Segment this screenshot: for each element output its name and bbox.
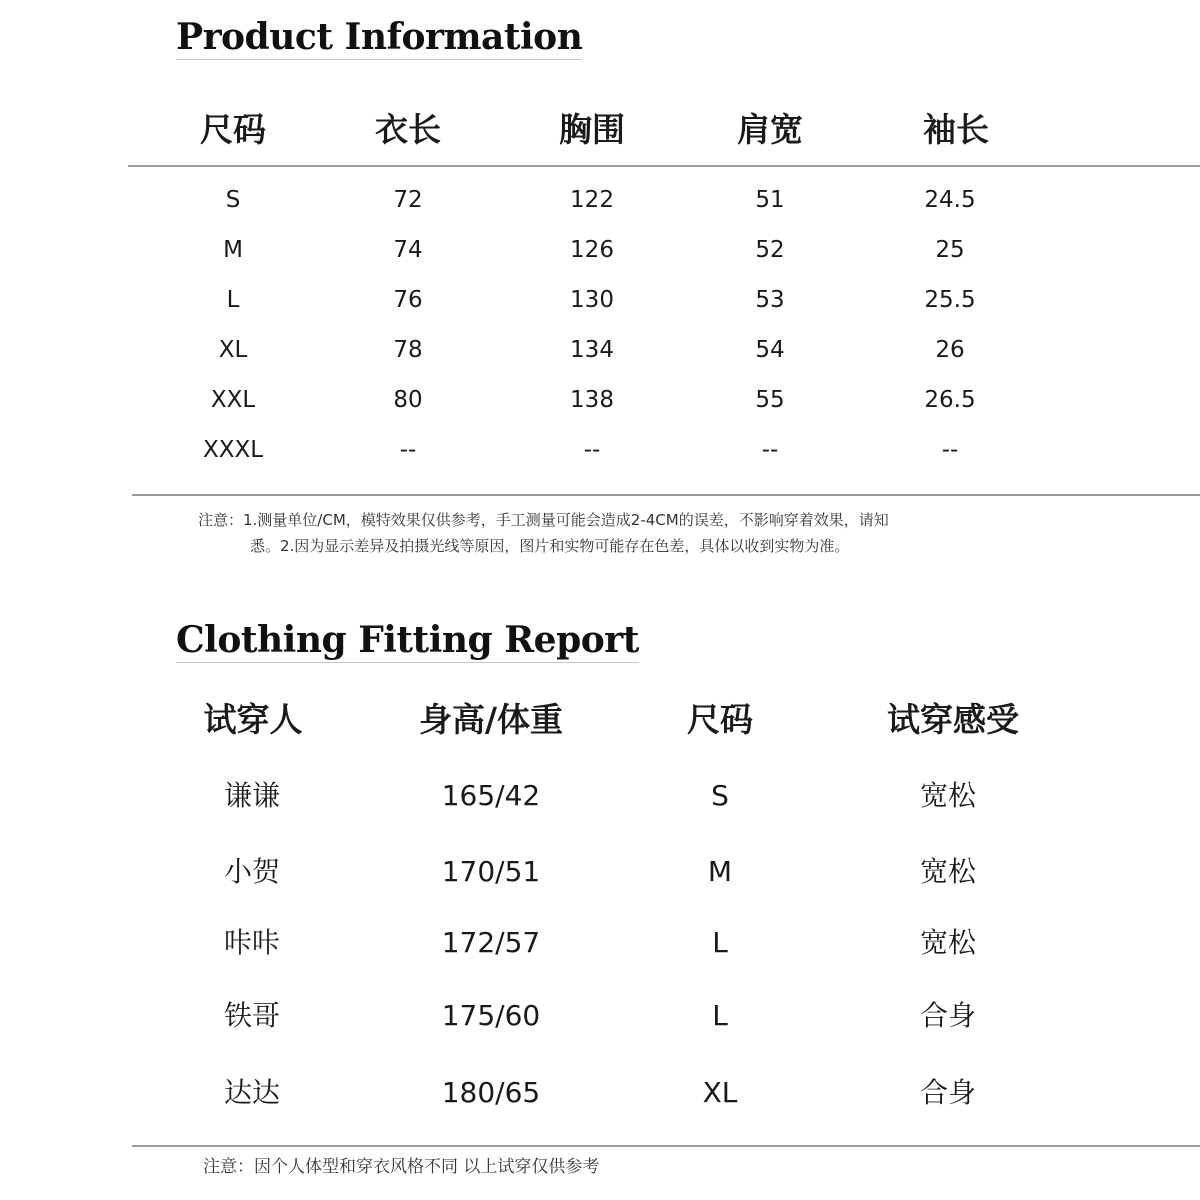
size-table-cell: 76: [393, 287, 423, 313]
size-table-cell: XL: [218, 337, 248, 363]
size-table-bottom-divider: [132, 494, 1200, 496]
size-table-cell: XXXL: [202, 437, 264, 463]
fitting-table-cell: 172/57: [441, 926, 541, 959]
fitting-table-cell: 合身: [919, 1076, 977, 1109]
fitting-table-bottom-divider: [132, 1145, 1200, 1147]
fitting-table-cell: 宽松: [919, 779, 977, 812]
size-table-cell: 55: [755, 387, 785, 413]
fitting-note: 注意：因个人体型和穿衣风格不同 以上试穿仅供参考: [203, 1157, 600, 1177]
fitting-table-cell: 宽松: [919, 926, 977, 959]
fitting-table-cell: S: [711, 779, 729, 812]
size-table-header: 袖长: [923, 110, 989, 149]
size-table-cell: 24.5: [924, 187, 976, 213]
fitting-report-title: Clothing Fitting Report: [176, 619, 639, 661]
fitting-table-cell: 宽松: [919, 855, 977, 888]
fitting-table-cell: M: [707, 855, 733, 888]
fitting-table-cell: 180/65: [441, 1076, 541, 1109]
size-note-line-1: 注意：1.测量单位/CM，模特效果仅供参考，手工测量可能会造成2-4CM的误差，不影响穿着效果，请知: [198, 511, 889, 529]
size-table-cell: S: [225, 187, 241, 213]
fitting-table-cell: 165/42: [441, 779, 541, 812]
size-table-cell: 25.5: [924, 287, 976, 313]
size-table-cell: 130: [570, 287, 614, 313]
size-table-cell: --: [761, 437, 779, 463]
size-table-cell: 26.5: [924, 387, 976, 413]
size-note-line-2: 悉。2.因为显示差异及拍摄光线等原因，图片和实物可能存在色差，具体以收到实物为准。: [250, 537, 850, 555]
product-information-title: Product Information: [176, 16, 583, 58]
fitting-table-cell: 咔咔: [223, 926, 281, 959]
size-table-cell: 74: [393, 237, 423, 263]
size-table-cell: 72: [393, 187, 423, 213]
size-table-cell: XXL: [210, 387, 256, 413]
size-table-cell: 52: [755, 237, 785, 263]
fitting-table-cell: 谦谦: [223, 779, 281, 812]
size-table-header: 胸围: [559, 110, 625, 149]
size-table-cell: 78: [393, 337, 423, 363]
fitting-table-header: 试穿人: [203, 700, 303, 739]
fitting-table-cell: XL: [702, 1076, 738, 1109]
fitting-table-cell: 铁哥: [223, 999, 281, 1032]
size-table-cell: 51: [755, 187, 785, 213]
size-table-header: 衣长: [375, 110, 441, 149]
fitting-table-cell: 达达: [223, 1076, 281, 1109]
size-table-header: 尺码: [200, 110, 266, 149]
size-table-cell: 122: [570, 187, 614, 213]
size-table-cell: L: [226, 287, 240, 313]
fitting-table-header: 身高/体重: [418, 700, 564, 739]
size-table-header-divider: [128, 165, 1200, 167]
fitting-table-cell: 175/60: [441, 999, 541, 1032]
fitting-table-cell: L: [712, 926, 728, 959]
size-table-cell: 134: [570, 337, 614, 363]
size-table-cell: 126: [570, 237, 614, 263]
size-table-cell: M: [223, 237, 243, 263]
size-table-cell: --: [583, 437, 601, 463]
size-table-cell: --: [941, 437, 959, 463]
size-table-cell: 53: [755, 287, 785, 313]
fitting-table-cell: 小贺: [223, 855, 281, 888]
size-table-cell: --: [399, 437, 417, 463]
size-table-cell: 54: [755, 337, 785, 363]
fitting-table-cell: L: [712, 999, 728, 1032]
fitting-table-header: 试穿感受: [887, 700, 1019, 739]
fitting-table-header: 尺码: [687, 700, 753, 739]
size-table-header: 肩宽: [737, 110, 803, 149]
size-table-cell: 26: [935, 337, 965, 363]
size-table-cell: 25: [935, 237, 965, 263]
size-table-cell: 138: [570, 387, 614, 413]
fitting-table-cell: 合身: [919, 999, 977, 1032]
size-table-cell: 80: [393, 387, 423, 413]
fitting-table-cell: 170/51: [441, 855, 541, 888]
